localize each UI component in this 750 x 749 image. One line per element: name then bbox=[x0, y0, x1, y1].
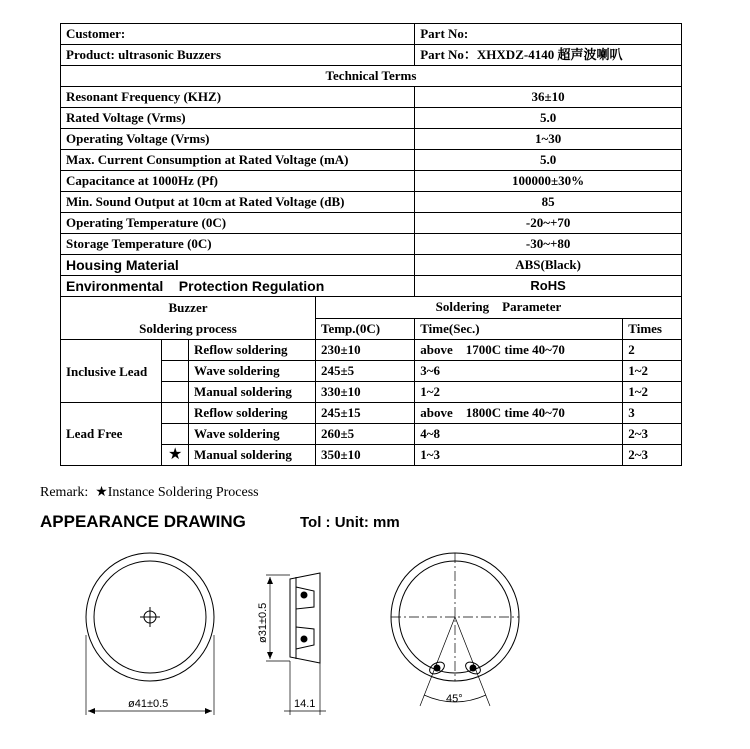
rear-view bbox=[391, 553, 519, 706]
spec-value: 1~30 bbox=[415, 129, 682, 150]
part-no-value bbox=[415, 45, 682, 66]
method: Manual soldering bbox=[189, 445, 316, 466]
col-temp: Temp.(0C) bbox=[315, 318, 414, 340]
star-cell bbox=[162, 340, 189, 361]
time: 4~8 bbox=[415, 424, 623, 445]
times: 2~3 bbox=[623, 445, 682, 466]
spec-name: Operating Temperature (0C) bbox=[61, 213, 415, 234]
star-cell bbox=[162, 403, 189, 424]
technical-terms-row bbox=[61, 66, 682, 87]
spec-row bbox=[61, 255, 682, 276]
soldering-process-label bbox=[61, 297, 316, 340]
appearance-drawing bbox=[0, 535, 750, 749]
method: Wave soldering bbox=[189, 424, 316, 445]
time: 1~3 bbox=[415, 445, 623, 466]
soldering-row bbox=[61, 403, 682, 424]
spec-name: Min. Sound Output at 10cm at Rated Voltage (dB) bbox=[61, 192, 415, 213]
spec-value: 85 bbox=[415, 192, 682, 213]
soldering-header-row bbox=[61, 297, 682, 319]
height-label: 14.1 bbox=[294, 698, 316, 710]
lead-free-label: Lead Free bbox=[61, 403, 162, 466]
front-view bbox=[86, 553, 214, 715]
spec-row bbox=[61, 108, 682, 129]
spec-name: Rated Voltage (Vrms) bbox=[61, 108, 415, 129]
tolerance-label: Tol : Unit: mm bbox=[300, 514, 400, 531]
process-label-line1: Buzzer bbox=[168, 300, 208, 315]
temp: 245±15 bbox=[315, 403, 414, 424]
product-label: Product: ultrasonic Buzzers bbox=[61, 45, 415, 66]
star-cell bbox=[162, 424, 189, 445]
time: above 1700C time 40~70 bbox=[415, 340, 623, 361]
spec-row bbox=[61, 213, 682, 234]
header-row-2 bbox=[61, 45, 682, 66]
times: 2~3 bbox=[623, 424, 682, 445]
pin-dot bbox=[301, 636, 307, 642]
side-body bbox=[290, 573, 320, 663]
customer-label: Customer: bbox=[61, 24, 415, 45]
spec-value: RoHS bbox=[415, 276, 682, 297]
inclusive-lead-label: Inclusive Lead bbox=[61, 340, 162, 403]
spec-row bbox=[61, 192, 682, 213]
remark: Remark: ★Instance Soldering Process bbox=[40, 485, 259, 500]
spec-name: Capacitance at 1000Hz (Pf) bbox=[61, 171, 415, 192]
star-cell bbox=[162, 382, 189, 403]
temp: 260±5 bbox=[315, 424, 414, 445]
header-row-1 bbox=[61, 24, 682, 45]
times: 2 bbox=[623, 340, 682, 361]
spec-value: -20~+70 bbox=[415, 213, 682, 234]
col-time: Time(Sec.) bbox=[415, 318, 623, 340]
time: 1~2 bbox=[415, 382, 623, 403]
times: 3 bbox=[623, 403, 682, 424]
spec-name: Storage Temperature (0C) bbox=[61, 234, 415, 255]
spec-name: Resonant Frequency (KHZ) bbox=[61, 87, 415, 108]
method: Reflow soldering bbox=[189, 403, 316, 424]
spec-row bbox=[61, 234, 682, 255]
soldering-row bbox=[61, 340, 682, 361]
inner-diameter-label: ø31±0.5 bbox=[257, 602, 269, 643]
spec-row bbox=[61, 276, 682, 297]
times: 1~2 bbox=[623, 382, 682, 403]
spec-name: Operating Voltage (Vrms) bbox=[61, 129, 415, 150]
method: Reflow soldering bbox=[189, 340, 316, 361]
spec-table bbox=[60, 23, 682, 466]
side-view bbox=[266, 573, 326, 715]
method: Manual soldering bbox=[189, 382, 316, 403]
appearance-drawing-title: APPEARANCE DRAWING bbox=[40, 512, 246, 531]
technical-terms-title: Technical Terms bbox=[61, 66, 682, 87]
time: 3~6 bbox=[415, 361, 623, 382]
pin-dot bbox=[301, 592, 307, 598]
star-icon: ★ bbox=[162, 445, 189, 466]
outer-diameter-label: ø41±0.5 bbox=[128, 698, 169, 710]
temp: 330±10 bbox=[315, 382, 414, 403]
process-label-line2: Soldering process bbox=[139, 321, 237, 336]
temp: 245±5 bbox=[315, 361, 414, 382]
part-no-label: Part No: bbox=[415, 24, 682, 45]
temp: 230±10 bbox=[315, 340, 414, 361]
times: 1~2 bbox=[623, 361, 682, 382]
soldering-parameter-title: Soldering Parameter bbox=[315, 297, 681, 319]
spec-name: Max. Current Consumption at Rated Voltage (mA) bbox=[61, 150, 415, 171]
spec-row bbox=[61, 150, 682, 171]
time: above 1800C time 40~70 bbox=[415, 403, 623, 424]
spec-value: ABS(Black) bbox=[415, 255, 682, 276]
spec-value: -30~+80 bbox=[415, 234, 682, 255]
part-no-value-text: Part No：XHXDZ-4140 超声波喇叭 bbox=[420, 47, 623, 62]
star-cell bbox=[162, 361, 189, 382]
spec-value: 100000±30% bbox=[415, 171, 682, 192]
spec-value: 5.0 bbox=[415, 150, 682, 171]
spec-name: Housing Material bbox=[61, 255, 415, 276]
spec-value: 36±10 bbox=[415, 87, 682, 108]
spec-name: Environmental Protection Regulation bbox=[61, 276, 415, 297]
col-times: Times bbox=[623, 318, 682, 340]
spec-row bbox=[61, 129, 682, 150]
angle-label: 45° bbox=[446, 693, 463, 705]
spec-row bbox=[61, 87, 682, 108]
spec-row bbox=[61, 171, 682, 192]
spec-value: 5.0 bbox=[415, 108, 682, 129]
temp: 350±10 bbox=[315, 445, 414, 466]
method: Wave soldering bbox=[189, 361, 316, 382]
